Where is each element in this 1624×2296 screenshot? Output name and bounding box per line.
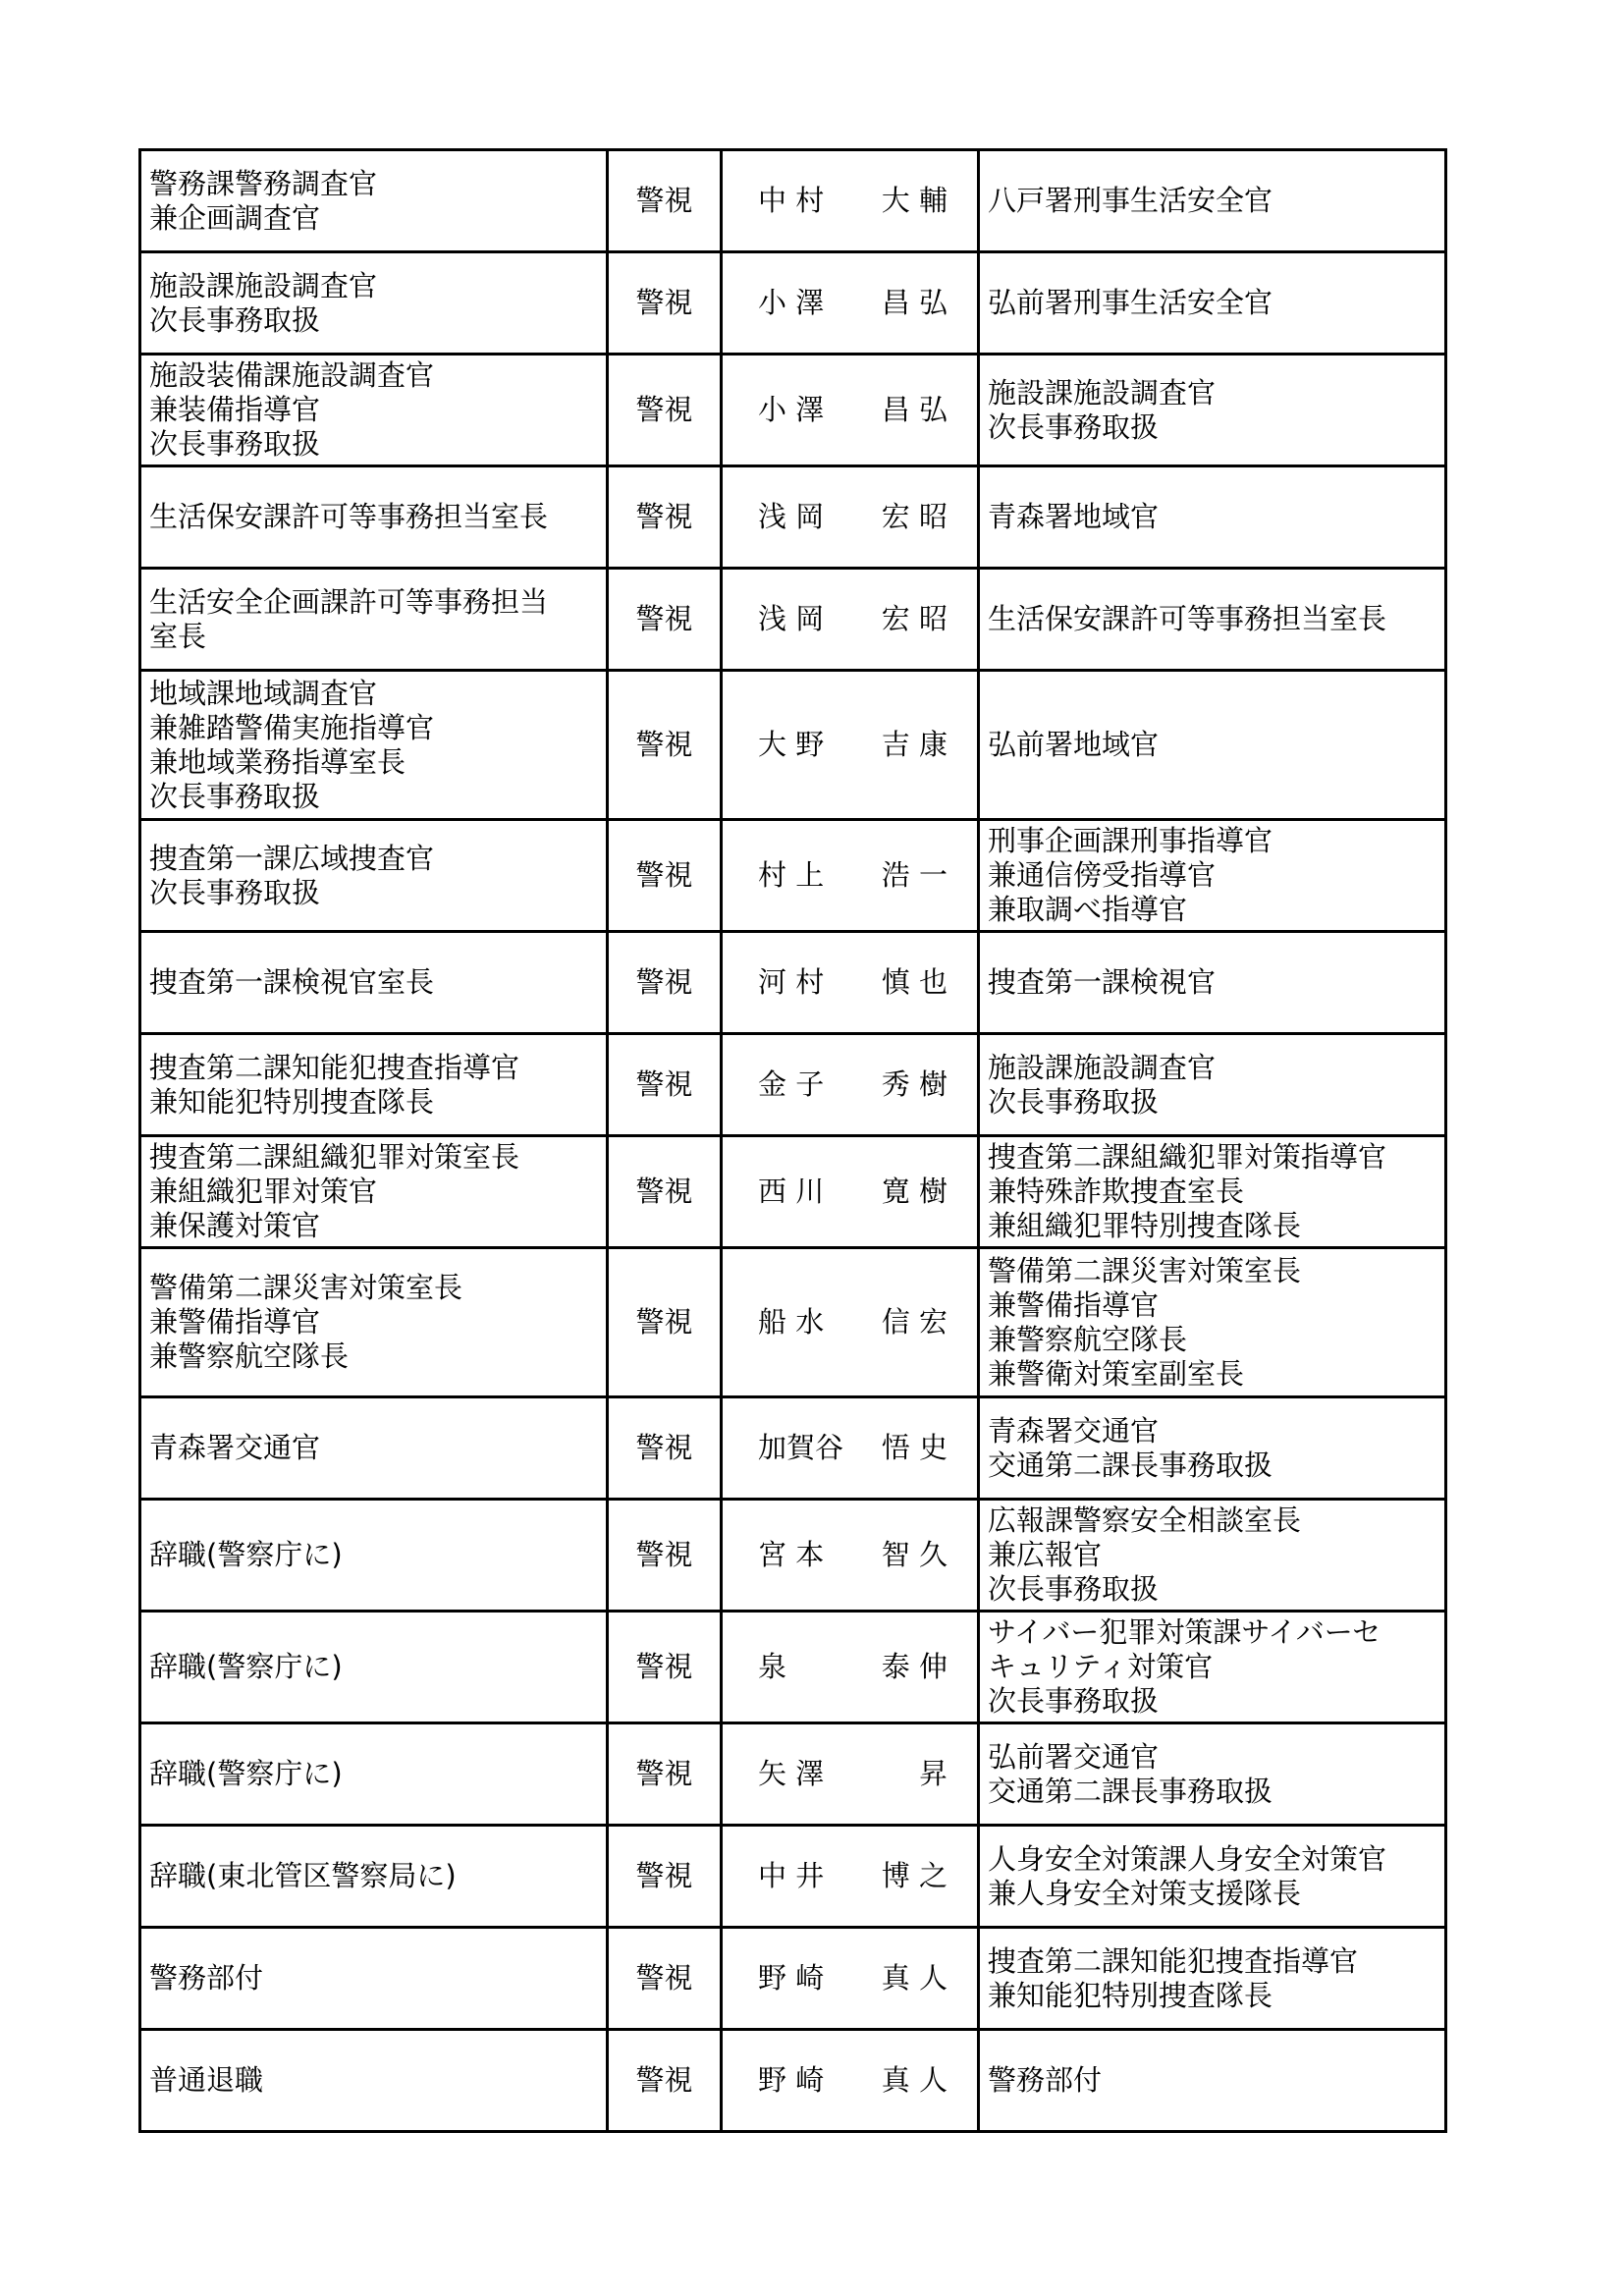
new-post-line: 警務課警務調査官 (149, 166, 378, 200)
rank-cell: 警視 (608, 1723, 722, 1826)
given-name: 智 久 (881, 1538, 947, 1571)
given-name: 宏 昭 (881, 500, 947, 533)
table-row (140, 150, 1446, 252)
name-cell (722, 569, 979, 671)
rank-cell: 警視 (608, 355, 722, 466)
old-post-line: 兼人身安全対策支援隊長 (988, 1876, 1302, 1910)
old-post-line: 捜査第一課検視官 (988, 965, 1217, 999)
new-post-cell (140, 1826, 608, 1928)
name-wrap (758, 1757, 947, 1791)
given-name: 悟 史 (881, 1431, 947, 1464)
table-row (140, 1500, 1446, 1612)
table-row (140, 1248, 1446, 1397)
table-row (140, 1928, 1446, 2030)
name-cell (722, 1248, 979, 1397)
surname: 中 村 (758, 184, 825, 217)
rank-cell: 警視 (608, 2030, 722, 2132)
name-cell (722, 1136, 979, 1248)
rank-cell: 警視 (608, 1248, 722, 1397)
rank-cell: 警視 (608, 1612, 722, 1723)
new-post-cell (140, 671, 608, 820)
rank-cell: 警視 (608, 1500, 722, 1612)
new-post-line: 辞職(警察庁に) (149, 1757, 343, 1790)
table-row (140, 932, 1446, 1034)
surname: 浅 岡 (758, 500, 825, 533)
table-row (140, 569, 1446, 671)
name-cell (722, 1826, 979, 1928)
name-wrap (758, 1431, 947, 1465)
name-wrap (758, 728, 947, 762)
name-wrap (758, 286, 947, 320)
given-name: 吉 康 (881, 728, 947, 761)
old-post-line: 警備第二課災害対策室長 (988, 1253, 1302, 1287)
new-post-line: 兼企画調査官 (149, 200, 321, 235)
old-post-line: 兼警衛対策室副室長 (988, 1356, 1245, 1391)
rank-cell: 警視 (608, 1397, 722, 1500)
old-post-cell (979, 1612, 1446, 1723)
old-post-cell (979, 1723, 1446, 1826)
new-post-cell (140, 150, 608, 252)
surname: 宮 本 (758, 1538, 825, 1571)
new-post-line: 兼雑踏警備実施指導官 (149, 710, 435, 744)
rank-cell: 警視 (608, 150, 722, 252)
name-wrap (758, 1538, 947, 1572)
surname: 中 井 (758, 1859, 825, 1892)
surname: 矢 澤 (758, 1757, 825, 1790)
surname: 河 村 (758, 965, 825, 999)
new-post-line: 捜査第一課検視官室長 (149, 965, 435, 999)
old-post-line: 広報課警察安全相談室長 (988, 1503, 1302, 1537)
old-post-line: 兼特殊詐欺捜査室長 (988, 1175, 1245, 1208)
name-cell (722, 150, 979, 252)
old-post-line: 兼警備指導官 (988, 1287, 1160, 1322)
old-post-line: 交通第二課長事務取扱 (988, 1774, 1273, 1808)
table-row (140, 1397, 1446, 1500)
old-post-cell (979, 466, 1446, 569)
name-wrap (758, 1859, 947, 1893)
name-wrap (758, 2063, 947, 2098)
name-wrap (758, 1650, 947, 1684)
old-post-cell (979, 355, 1446, 466)
old-post-cell (979, 150, 1446, 252)
name-cell (722, 1723, 979, 1826)
surname: 小 澤 (758, 286, 825, 319)
name-cell (722, 466, 979, 569)
old-post-line: 兼通信傍受指導官 (988, 858, 1217, 892)
old-post-line: キュリティ対策官 (988, 1650, 1214, 1683)
new-post-cell (140, 1034, 608, 1136)
given-name: 博 之 (881, 1859, 947, 1892)
old-post-cell (979, 1397, 1446, 1500)
old-post-line: 兼警察航空隊長 (988, 1322, 1188, 1356)
table-row (140, 2030, 1446, 2132)
given-name: 秀 樹 (881, 1067, 947, 1101)
given-name: 宏 昭 (881, 602, 947, 635)
table-row (140, 252, 1446, 355)
new-post-line: 兼組織犯罪対策官 (149, 1175, 378, 1208)
surname: 船 水 (758, 1305, 825, 1339)
new-post-cell (140, 932, 608, 1034)
given-name: 昇 (918, 1757, 947, 1790)
surname: 小 澤 (758, 393, 825, 426)
new-post-cell (140, 355, 608, 466)
given-name: 昌 弘 (881, 393, 947, 426)
rank-cell: 警視 (608, 671, 722, 820)
name-cell (722, 671, 979, 820)
old-post-line: 兼広報官 (988, 1538, 1103, 1571)
old-post-cell (979, 820, 1446, 932)
surname: 野 崎 (758, 1961, 825, 1995)
given-name: 慎 也 (881, 965, 947, 999)
new-post-line: 兼装備指導官 (149, 393, 321, 426)
new-post-cell (140, 1248, 608, 1397)
surname: 金 子 (758, 1067, 825, 1101)
surname: 野 崎 (758, 2063, 825, 2097)
table-row (140, 355, 1446, 466)
name-wrap (758, 1961, 947, 1995)
name-wrap (758, 393, 947, 427)
old-post-line: 次長事務取扱 (988, 1572, 1160, 1606)
personnel-table (138, 148, 1447, 2133)
rank-cell: 警視 (608, 569, 722, 671)
old-post-line: 兼取調べ指導官 (988, 893, 1188, 926)
old-post-line: 兼知能犯特別捜査隊長 (988, 1978, 1273, 2012)
new-post-line: 施設装備課施設調査官 (149, 358, 435, 392)
name-wrap (758, 1305, 947, 1339)
rank-cell: 警視 (608, 1034, 722, 1136)
old-post-cell (979, 1500, 1446, 1612)
table-row (140, 1826, 1446, 1928)
new-post-line: 生活保安課許可等事務担当室長 (149, 500, 549, 533)
table-row (140, 1723, 1446, 1826)
new-post-line: 辞職(警察庁に) (149, 1538, 343, 1571)
table-row (140, 671, 1446, 820)
name-wrap (758, 858, 947, 893)
new-post-line: 次長事務取扱 (149, 427, 321, 461)
given-name: 寛 樹 (881, 1175, 947, 1208)
name-wrap (758, 184, 947, 218)
new-post-cell (140, 1397, 608, 1500)
name-cell (722, 355, 979, 466)
new-post-cell (140, 1136, 608, 1248)
surname: 村 上 (758, 858, 825, 892)
old-post-line: 捜査第二課組織犯罪対策指導官 (988, 1140, 1387, 1174)
new-post-cell (140, 1612, 608, 1723)
new-post-cell (140, 252, 608, 355)
new-post-line: 地域課地域調査官 (149, 676, 378, 710)
old-post-line: 次長事務取扱 (988, 1684, 1160, 1718)
rank-cell: 警視 (608, 932, 722, 1034)
old-post-line: 生活保安課許可等事務担当室長 (988, 602, 1387, 635)
new-post-cell (140, 1723, 608, 1826)
new-post-line: 兼保護対策官 (149, 1209, 321, 1242)
new-post-line: 兼警察航空隊長 (149, 1339, 350, 1373)
old-post-cell (979, 569, 1446, 671)
new-post-line: 辞職(警察庁に) (149, 1650, 343, 1683)
table-row (140, 1034, 1446, 1136)
given-name: 大 輔 (881, 184, 947, 217)
new-post-line: 捜査第一課広域捜査官 (149, 841, 435, 875)
new-post-cell (140, 569, 608, 671)
new-post-line: 青森署交通官 (149, 1431, 321, 1464)
old-post-line: 警務部付 (988, 2063, 1103, 2097)
old-post-line: 弘前署交通官 (988, 1739, 1160, 1774)
personnel-table-body (140, 150, 1446, 2132)
new-post-line: 兼地域業務指導室長 (149, 744, 406, 779)
old-post-line: 青森署地域官 (988, 500, 1160, 533)
new-post-line: 施設課施設調査官 (149, 268, 378, 302)
name-wrap (758, 965, 947, 1000)
old-post-line: 八戸署刑事生活安全官 (988, 184, 1273, 217)
name-wrap (758, 602, 947, 636)
rank-cell: 警視 (608, 466, 722, 569)
old-post-line: 弘前署地域官 (988, 728, 1160, 761)
old-post-cell (979, 1928, 1446, 2030)
name-cell (722, 1612, 979, 1723)
old-post-cell (979, 1136, 1446, 1248)
new-post-line: 警務部付 (149, 1961, 264, 1995)
surname: 西 川 (758, 1175, 825, 1208)
surname: 浅 岡 (758, 602, 825, 635)
new-post-cell (140, 1500, 608, 1612)
name-cell (722, 252, 979, 355)
new-post-line: 兼知能犯特別捜査隊長 (149, 1084, 435, 1119)
surname: 加賀谷 (758, 1431, 844, 1464)
given-name: 昌 弘 (881, 286, 947, 319)
rank-cell: 警視 (608, 1136, 722, 1248)
new-post-cell (140, 1928, 608, 2030)
old-post-cell (979, 1826, 1446, 1928)
new-post-line: 兼警備指導官 (149, 1305, 321, 1339)
old-post-line: 人身安全対策課人身安全対策官 (988, 1841, 1387, 1876)
given-name: 泰 伸 (881, 1650, 947, 1683)
name-cell (722, 1928, 979, 2030)
old-post-line: 兼組織犯罪特別捜査隊長 (988, 1209, 1302, 1242)
table-row (140, 1136, 1446, 1248)
old-post-line: 施設課施設調査官 (988, 375, 1217, 410)
old-post-line: 施設課施設調査官 (988, 1050, 1217, 1084)
old-post-cell (979, 932, 1446, 1034)
surname: 大 野 (758, 728, 825, 761)
name-cell (722, 1034, 979, 1136)
old-post-line: 交通第二課長事務取扱 (988, 1448, 1273, 1482)
new-post-line: 警備第二課災害対策室長 (149, 1271, 463, 1304)
table-row (140, 1612, 1446, 1723)
surname: 泉 (758, 1650, 787, 1683)
name-cell (722, 820, 979, 932)
old-post-line: サイバー犯罪対策課サイバーセ (988, 1615, 1381, 1649)
old-post-line: 弘前署刑事生活安全官 (988, 286, 1273, 319)
name-cell (722, 1500, 979, 1612)
new-post-cell (140, 466, 608, 569)
new-post-cell (140, 820, 608, 932)
old-post-line: 青森署交通官 (988, 1413, 1160, 1448)
rank-cell: 警視 (608, 252, 722, 355)
new-post-line: 生活安全企画課許可等事務担当 (149, 584, 549, 619)
old-post-cell (979, 252, 1446, 355)
rank-cell: 警視 (608, 820, 722, 932)
name-wrap (758, 1175, 947, 1209)
old-post-cell (979, 1248, 1446, 1397)
name-cell (722, 932, 979, 1034)
name-cell (722, 1397, 979, 1500)
name-wrap (758, 500, 947, 534)
name-cell (722, 2030, 979, 2132)
old-post-cell (979, 671, 1446, 820)
new-post-line: 捜査第二課組織犯罪対策室長 (149, 1140, 520, 1174)
old-post-line: 刑事企画課刑事指導官 (988, 824, 1273, 857)
new-post-line: 次長事務取扱 (149, 779, 321, 813)
new-post-line: 室長 (149, 619, 207, 653)
old-post-line: 捜査第二課知能犯捜査指導官 (988, 1943, 1359, 1978)
given-name: 真 人 (881, 2063, 947, 2097)
new-post-line: 捜査第二課知能犯捜査指導官 (149, 1050, 520, 1084)
table-row (140, 820, 1446, 932)
rank-cell: 警視 (608, 1928, 722, 2030)
old-post-line: 次長事務取扱 (988, 1084, 1160, 1119)
name-wrap (758, 1067, 947, 1102)
new-post-line: 普通退職 (149, 2063, 264, 2097)
old-post-cell (979, 2030, 1446, 2132)
given-name: 真 人 (881, 1961, 947, 1995)
rank-cell: 警視 (608, 1826, 722, 1928)
old-post-line: 次長事務取扱 (988, 410, 1160, 444)
given-name: 信 宏 (881, 1305, 947, 1339)
old-post-cell (979, 1034, 1446, 1136)
new-post-cell (140, 2030, 608, 2132)
new-post-line: 辞職(東北管区警察局に) (149, 1859, 457, 1892)
new-post-line: 次長事務取扱 (149, 875, 321, 909)
table-row (140, 466, 1446, 569)
new-post-line: 次長事務取扱 (149, 302, 321, 337)
given-name: 浩 一 (881, 858, 947, 892)
